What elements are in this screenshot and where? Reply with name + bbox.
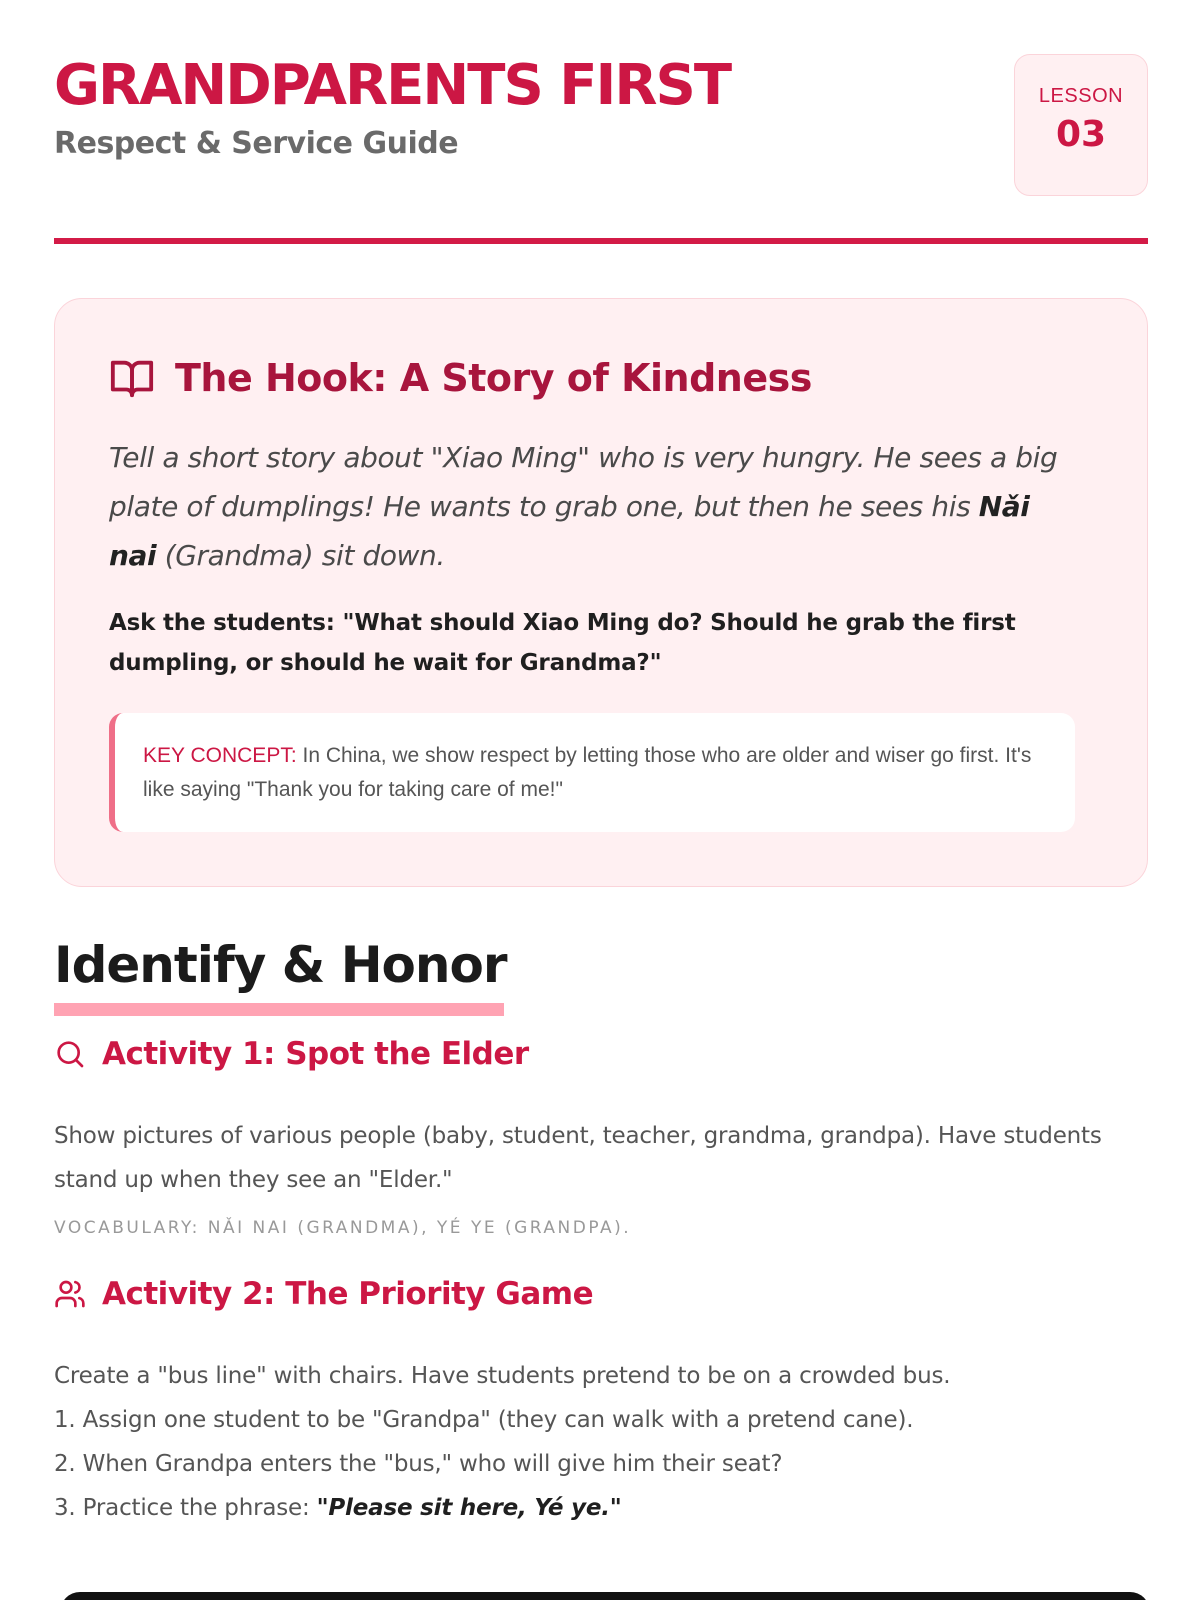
activity-2-step-3-text: 3. Practice the phrase: (54, 1495, 317, 1521)
page-title: GRANDPARENTS FIRST (54, 53, 731, 118)
book-open-icon (109, 355, 155, 401)
section-title: Identify & Honor (54, 936, 507, 994)
activity-2-step-1: 1. Assign one student to be "Grandpa" (they can walk with a pretend cane). (54, 1407, 914, 1433)
key-concept-label: KEY CONCEPT: (143, 744, 297, 767)
lesson-number: 03 (1055, 114, 1107, 155)
key-concept-text: In China, we show respect by letting those who are older and wiser go first. It's like saying "Thank you for taking care of me!" (143, 744, 1032, 801)
page-header (54, 52, 1148, 198)
hook-story-emphasis: Nǎi nai (109, 490, 1030, 572)
activity-1-heading (54, 1036, 529, 1072)
activity-2-step-2: 2. When Grandpa enters the "bus," who will give him their seat? (54, 1451, 783, 1477)
activity-2-heading (54, 1276, 593, 1312)
page-subtitle: Respect & Service Guide (54, 126, 459, 161)
hook-title: The Hook: A Story of Kindness (175, 356, 812, 400)
hook-heading (109, 355, 812, 401)
lesson-badge (1014, 54, 1148, 196)
hook-card (54, 298, 1148, 887)
activity-1-description: Show pictures of various people (baby, student, teacher, grandma, grandpa). Have students stand up when they see an "Elder." (54, 1123, 1102, 1193)
activity-2-step-3 (54, 1486, 1154, 1530)
activity-1-title: Activity 1: Spot the Elder (102, 1036, 529, 1072)
practice-phrase: "Please sit here, Yé ye." (316, 1495, 622, 1521)
activity-1-vocabulary: VOCABULARY: NǍI NAI (GRANDMA), YÉ YE (GRANDPA). (54, 1218, 632, 1238)
hook-story-text: Tell a short story about "Xiao Ming" who is very hungry. He sees a big plate of dumplings! He wants to grab one, but then he sees his (109, 441, 1058, 523)
key-concept-callout (109, 713, 1075, 832)
header-divider (54, 238, 1148, 244)
next-section-card (60, 1592, 1150, 1600)
activity-2-title: Activity 2: The Priority Game (102, 1276, 594, 1312)
hook-story-text-end: (Grandma) sit down. (156, 539, 445, 572)
hook-question: Ask the students: "What should Xiao Ming do? Should he grab the first dumpling, or should he wait for Grandma?" (109, 610, 1016, 676)
activity-2-intro: Create a "bus line" with chairs. Have students pretend to be on a crowded bus. (54, 1363, 951, 1389)
search-icon (54, 1038, 86, 1070)
hook-story (109, 433, 1069, 580)
lesson-label: LESSON (1038, 85, 1124, 107)
users-icon (54, 1278, 86, 1310)
section-title-underline (54, 1003, 504, 1016)
